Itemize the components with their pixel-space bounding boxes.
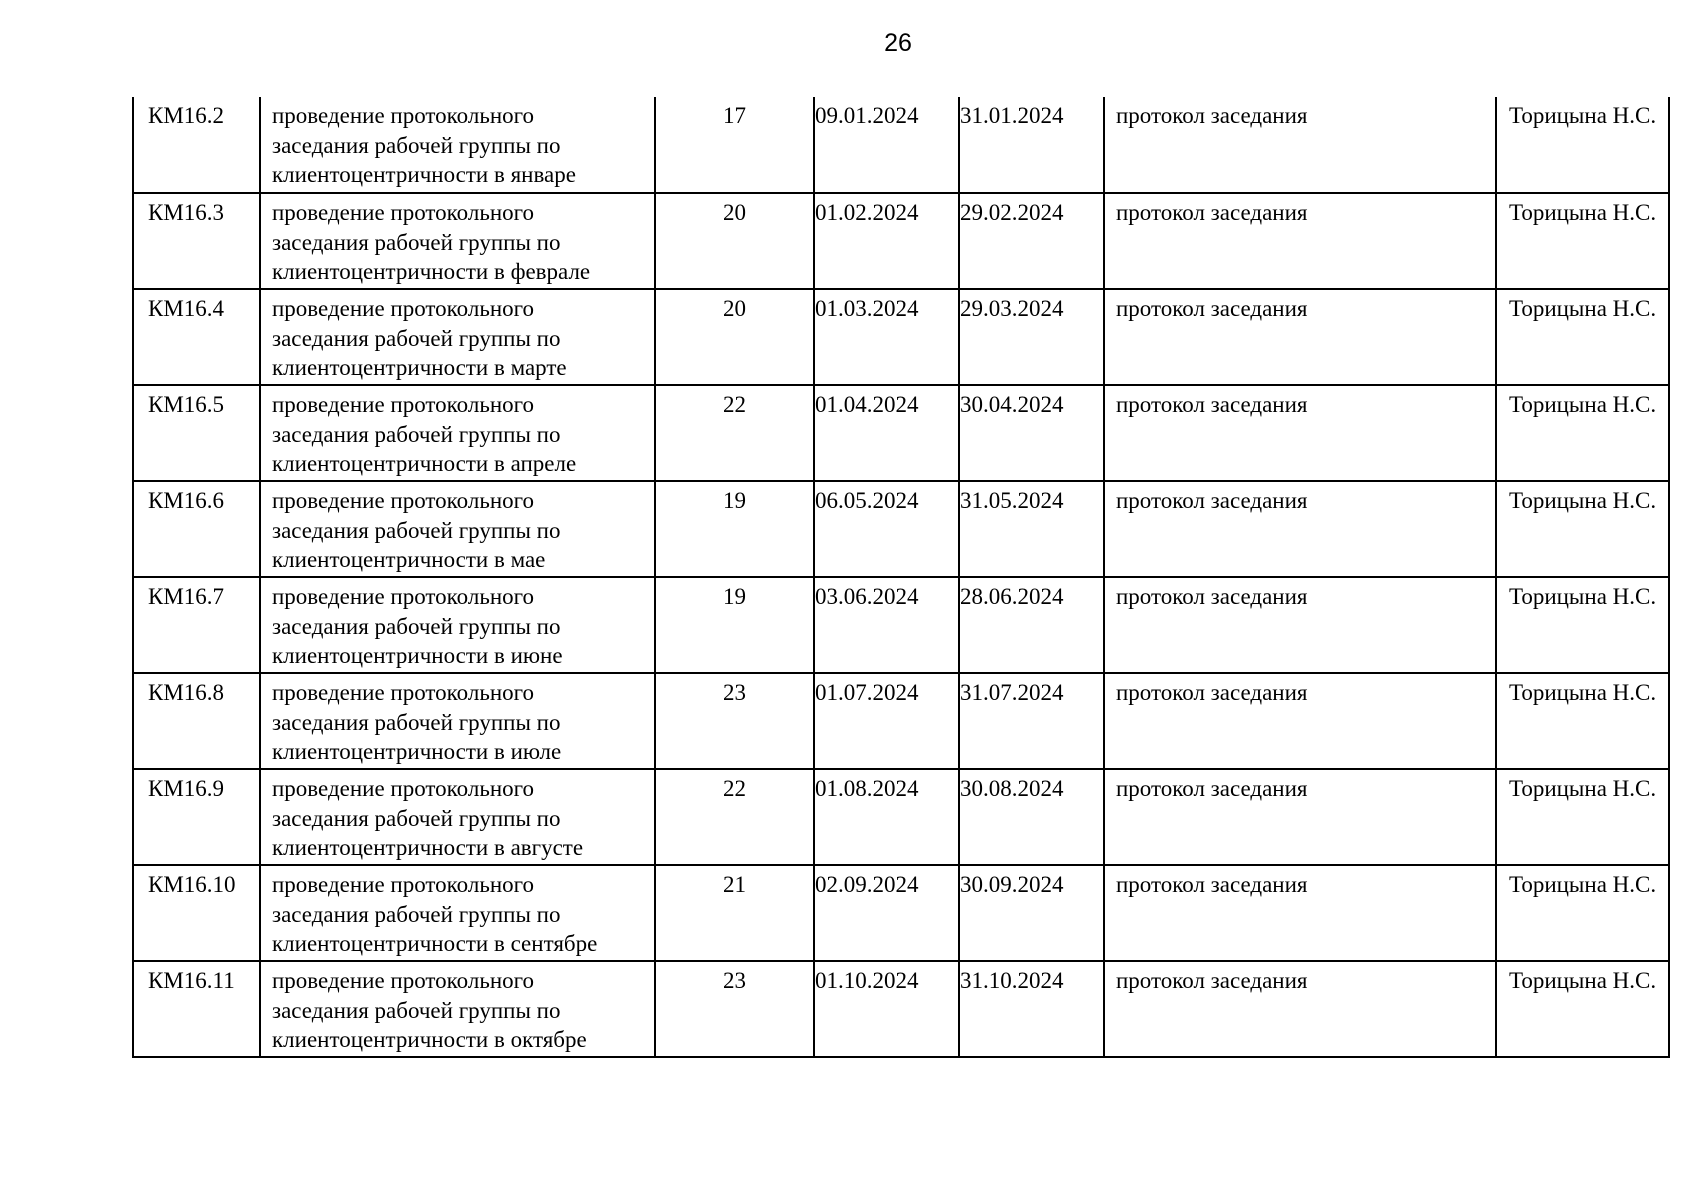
description-cell: [260, 961, 655, 1057]
start-date-cell: 01.08.2024: [814, 769, 959, 865]
duration-days-cell: 23: [655, 961, 814, 1057]
table-row: [133, 769, 1669, 865]
description-cell: [260, 481, 655, 577]
duration-days-cell: 20: [655, 289, 814, 385]
item-code-cell: КМ16.2: [133, 97, 260, 193]
result-document-cell: протокол заседания: [1104, 481, 1496, 577]
responsible-person-cell: Торицына Н.С.: [1496, 193, 1669, 289]
description-line: клиентоцентричности в июне: [272, 643, 563, 668]
duration-days-cell: 17: [655, 97, 814, 193]
description-line: проведение протокольного: [272, 584, 535, 609]
start-date-cell: 02.09.2024: [814, 865, 959, 961]
duration-days-cell: 21: [655, 865, 814, 961]
description-line: заседания рабочей группы по: [272, 613, 561, 639]
page-number: [0, 28, 1697, 58]
item-code-cell: КМ16.7: [133, 577, 260, 673]
result-document-cell: протокол заседания: [1104, 673, 1496, 769]
duration-days-cell: 23: [655, 673, 814, 769]
table-row: [133, 193, 1669, 289]
end-date-cell: 29.03.2024: [959, 289, 1104, 385]
description-line: проведение протокольного: [272, 296, 535, 321]
item-code-cell: КМ16.6: [133, 481, 260, 577]
duration-days-cell: 19: [655, 577, 814, 673]
item-code-cell: КМ16.4: [133, 289, 260, 385]
plan-table: [132, 97, 1670, 1058]
responsible-person-cell: Торицына Н.С.: [1496, 961, 1669, 1057]
description-line: заседания рабочей группы по: [272, 805, 561, 831]
description-line: заседания рабочей группы по: [272, 325, 561, 351]
description-line: проведение протокольного: [272, 968, 535, 993]
responsible-person-cell: Торицына Н.С.: [1496, 577, 1669, 673]
duration-days-cell: 20: [655, 193, 814, 289]
description-line: заседания рабочей группы по: [272, 421, 561, 447]
description-line: клиентоцентричности в сентябре: [272, 931, 598, 956]
end-date-cell: 28.06.2024: [959, 577, 1104, 673]
end-date-cell: 31.07.2024: [959, 673, 1104, 769]
description-line: клиентоцентричности в марте: [272, 355, 567, 380]
result-document-cell: протокол заседания: [1104, 193, 1496, 289]
description-cell: [260, 577, 655, 673]
responsible-person-cell: Торицына Н.С.: [1496, 481, 1669, 577]
description-cell: [260, 769, 655, 865]
description-line: клиентоцентричности в мае: [272, 547, 546, 572]
page-number-text: 26: [884, 29, 912, 57]
responsible-person-cell: Торицына Н.С.: [1496, 289, 1669, 385]
responsible-person-cell: Торицына Н.С.: [1496, 673, 1669, 769]
responsible-person-cell: Торицына Н.С.: [1496, 865, 1669, 961]
description-line: проведение протокольного: [272, 200, 535, 225]
description-cell: [260, 865, 655, 961]
start-date-cell: 06.05.2024: [814, 481, 959, 577]
start-date-cell: 01.03.2024: [814, 289, 959, 385]
end-date-cell: 31.01.2024: [959, 97, 1104, 193]
description-line: заседания рабочей группы по: [272, 229, 561, 255]
description-line: клиентоцентричности в феврале: [272, 259, 591, 284]
start-date-cell: 01.07.2024: [814, 673, 959, 769]
end-date-cell: 30.08.2024: [959, 769, 1104, 865]
end-date-cell: 30.09.2024: [959, 865, 1104, 961]
item-code-cell: КМ16.8: [133, 673, 260, 769]
table-row: [133, 865, 1669, 961]
end-date-cell: 29.02.2024: [959, 193, 1104, 289]
description-line: проведение протокольного: [272, 103, 535, 128]
table-row: [133, 385, 1669, 481]
description-cell: [260, 193, 655, 289]
description-line: проведение протокольного: [272, 872, 535, 897]
description-line: клиентоцентричности в июле: [272, 739, 562, 764]
table-row: [133, 577, 1669, 673]
start-date-cell: 01.02.2024: [814, 193, 959, 289]
description-cell: [260, 385, 655, 481]
item-code-cell: КМ16.9: [133, 769, 260, 865]
description-line: заседания рабочей группы по: [272, 517, 561, 543]
description-line: проведение протокольного: [272, 680, 535, 705]
end-date-cell: 30.04.2024: [959, 385, 1104, 481]
result-document-cell: протокол заседания: [1104, 865, 1496, 961]
start-date-cell: 03.06.2024: [814, 577, 959, 673]
description-line: клиентоцентричности в октябре: [272, 1027, 587, 1052]
description-line: клиентоцентричности в августе: [272, 835, 584, 860]
description-line: проведение протокольного: [272, 392, 535, 417]
description-line: заседания рабочей группы по: [272, 901, 561, 927]
end-date-cell: 31.05.2024: [959, 481, 1104, 577]
table-row: [133, 961, 1669, 1057]
start-date-cell: 01.04.2024: [814, 385, 959, 481]
result-document-cell: протокол заседания: [1104, 97, 1496, 193]
description-line: заседания рабочей группы по: [272, 997, 561, 1023]
description-cell: [260, 673, 655, 769]
result-document-cell: протокол заседания: [1104, 769, 1496, 865]
item-code-cell: КМ16.11: [133, 961, 260, 1057]
table-row: [133, 289, 1669, 385]
result-document-cell: протокол заседания: [1104, 577, 1496, 673]
description-cell: [260, 289, 655, 385]
description-line: клиентоцентричности в апреле: [272, 451, 577, 476]
duration-days-cell: 22: [655, 385, 814, 481]
responsible-person-cell: Торицына Н.С.: [1496, 97, 1669, 193]
start-date-cell: 09.01.2024: [814, 97, 959, 193]
table-row: [133, 97, 1669, 193]
result-document-cell: протокол заседания: [1104, 961, 1496, 1057]
plan-table-body: [133, 97, 1669, 1057]
description-line: проведение протокольного: [272, 776, 535, 801]
end-date-cell: 31.10.2024: [959, 961, 1104, 1057]
description-line: заседания рабочей группы по: [272, 709, 561, 735]
result-document-cell: протокол заседания: [1104, 385, 1496, 481]
item-code-cell: КМ16.5: [133, 385, 260, 481]
responsible-person-cell: Торицына Н.С.: [1496, 769, 1669, 865]
item-code-cell: КМ16.3: [133, 193, 260, 289]
table-row: [133, 481, 1669, 577]
description-line: заседания рабочей группы по: [272, 132, 561, 158]
item-code-cell: КМ16.10: [133, 865, 260, 961]
description-line: проведение протокольного: [272, 488, 535, 513]
table-row: [133, 673, 1669, 769]
start-date-cell: 01.10.2024: [814, 961, 959, 1057]
description-line: клиентоцентричности в январе: [272, 162, 576, 187]
result-document-cell: протокол заседания: [1104, 289, 1496, 385]
duration-days-cell: 19: [655, 481, 814, 577]
description-cell: [260, 97, 655, 193]
duration-days-cell: 22: [655, 769, 814, 865]
responsible-person-cell: Торицына Н.С.: [1496, 385, 1669, 481]
